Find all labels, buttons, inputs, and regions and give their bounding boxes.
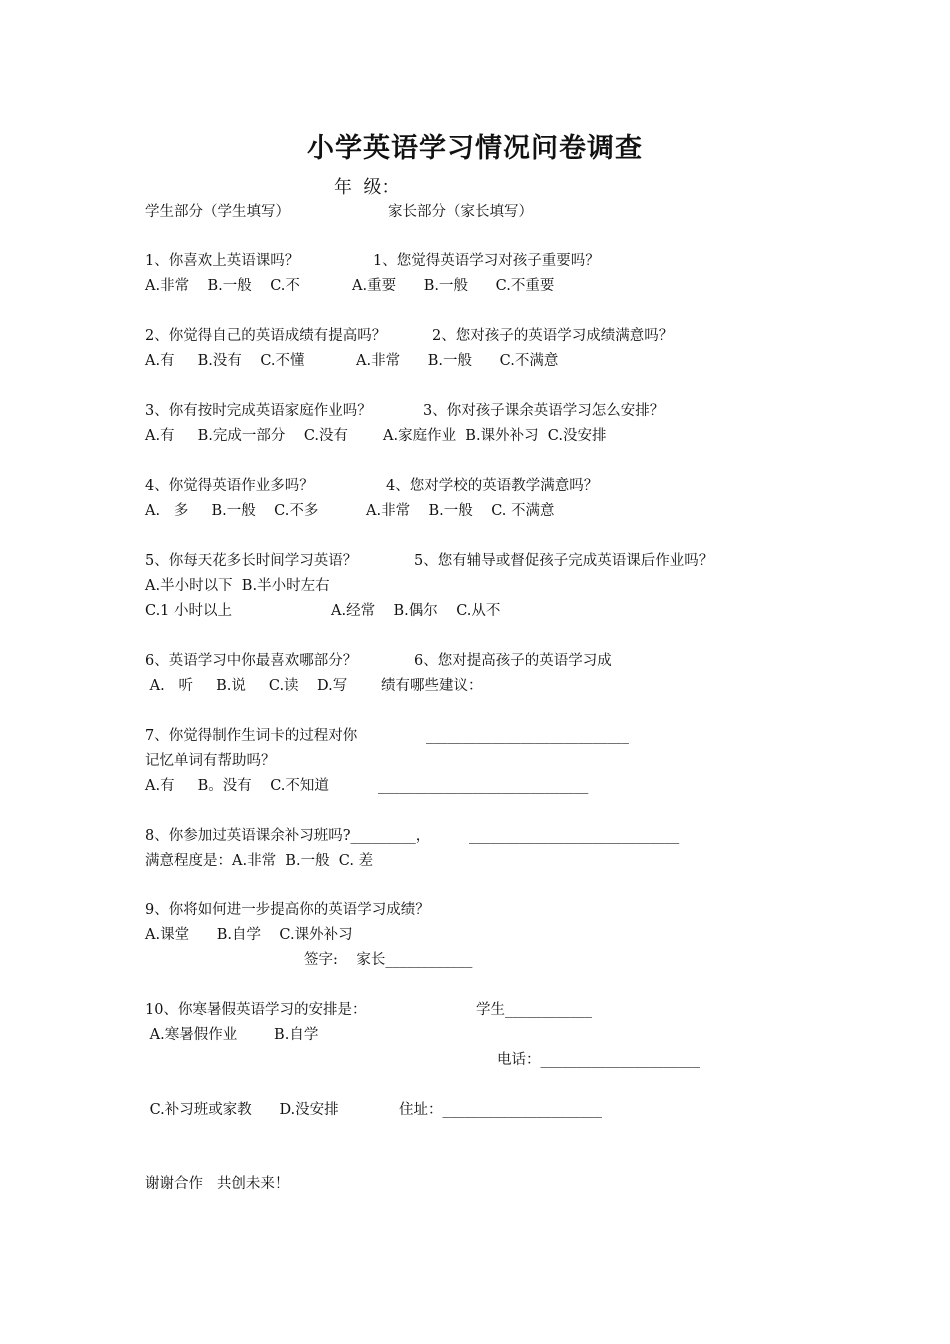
parent-options-3: A.家庭作业 B.课外补习 C.没安排 bbox=[383, 428, 607, 444]
parent-options-5: A.经常 B.偶尔 C.从不 bbox=[331, 603, 501, 619]
student-question-6: 6、英语学习中你最喜欢哪部分？ bbox=[145, 653, 358, 669]
student-options-6: A. 听 B.说 C.读 D.写 bbox=[145, 678, 348, 694]
student-question-7-cont: 记忆单词有帮助吗？ bbox=[145, 753, 276, 769]
student-options-4: A. 多 B.一般 C.不多 bbox=[145, 503, 319, 519]
closing-thanks: 谢谢合作 共创未来！ bbox=[145, 1176, 290, 1192]
student-question-3: 3、你有按时完成英语家庭作业吗？ bbox=[145, 403, 372, 419]
parent-options-1: A.重要 B.一般 C.不重要 bbox=[352, 278, 555, 294]
student-options-8: 满意程度是：A.非常 B.一般 C. 差 bbox=[145, 853, 374, 869]
grade-label: 年 级： bbox=[334, 177, 400, 198]
student-question-7: 7、你觉得制作生词卡的过程对你 bbox=[145, 728, 358, 744]
student-question-4: 4、你觉得英语作业多吗？ bbox=[145, 478, 314, 494]
student-options-10b: C.补习班或家教 D.没安排 bbox=[145, 1102, 339, 1118]
parent-question-5: 5、您有辅导或督促孩子完成英语课后作业吗？ bbox=[414, 553, 714, 569]
parent-question-6-cont: 绩有哪些建议： bbox=[381, 678, 483, 694]
student-options-7: A.有 B。没有 C.不知道 bbox=[145, 778, 329, 794]
parent-question-3: 3、你对孩子课余英语学习怎么安排？ bbox=[423, 403, 665, 419]
student-question-9: 9、你将如何进一步提高你的英语学习成绩？ bbox=[145, 902, 430, 918]
parent-section-heading: 家长部分（家长填写） bbox=[388, 204, 533, 220]
phone-field[interactable]: 电话：______________________ bbox=[497, 1052, 700, 1068]
student-options-3: A.有 B.完成一部分 C.没有 bbox=[145, 428, 349, 444]
student-question-5: 5、你每天花多长时间学习英语？ bbox=[145, 553, 358, 569]
document-title: 小学英语学习情况问卷调查 bbox=[307, 133, 643, 164]
suggestion-line-1[interactable]: ____________________________ bbox=[426, 728, 629, 744]
student-options-5b: C.1 小时以上 bbox=[145, 603, 233, 619]
parent-question-2: 2、您对孩子的英语学习成绩满意吗？ bbox=[432, 328, 674, 344]
student-options-1: A.非常 B.一般 C.不 bbox=[145, 278, 300, 294]
parent-options-2: A.非常 B.一般 C.不满意 bbox=[356, 353, 559, 369]
parent-question-4: 4、您对学校的英语教学满意吗？ bbox=[386, 478, 599, 494]
student-section-heading: 学生部分（学生填写） bbox=[145, 204, 290, 220]
suggestion-line-2[interactable]: _____________________________ bbox=[378, 778, 589, 794]
student-question-2: 2、你觉得自己的英语成绩有提高吗？ bbox=[145, 328, 387, 344]
parent-signature-field[interactable]: 签字: 家长____________ bbox=[304, 952, 473, 968]
address-field[interactable]: 住址：______________________ bbox=[399, 1102, 602, 1118]
student-question-1: 1、你喜欢上英语课吗？ bbox=[145, 253, 300, 269]
parent-options-4: A.非常 B.一般 C. 不满意 bbox=[366, 503, 555, 519]
student-question-10: 10、你寒暑假英语学习的安排是： bbox=[145, 1002, 367, 1018]
suggestion-line-3[interactable]: _____________________________ bbox=[469, 828, 680, 844]
student-signature-field[interactable]: 学生____________ bbox=[476, 1002, 592, 1018]
parent-question-6: 6、您对提高孩子的英语学习成 bbox=[414, 653, 612, 669]
student-options-2: A.有 B.没有 C.不懂 bbox=[145, 353, 305, 369]
student-options-5a: A.半小时以下 B.半小时左右 bbox=[145, 578, 330, 594]
student-options-9: A.课堂 B.自学 C.课外补习 bbox=[145, 927, 353, 943]
student-question-8: 8、你参加过英语课余补习班吗?_________， bbox=[145, 828, 431, 844]
parent-question-1: 1、您觉得英语学习对孩子重要吗？ bbox=[373, 253, 600, 269]
student-options-10a: A.寒暑假作业 B.自学 bbox=[145, 1027, 319, 1043]
